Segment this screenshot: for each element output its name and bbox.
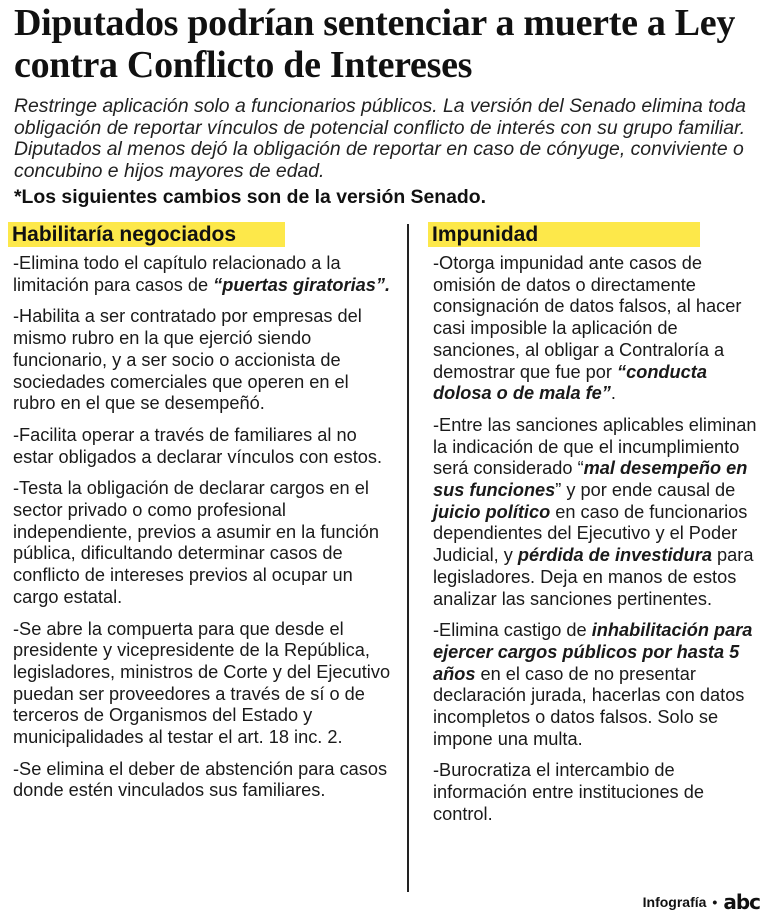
item-emphasis: juicio político [433, 501, 551, 522]
right-item-2 [433, 415, 765, 610]
item-emphasis: inhabilitación para ejercer cargos públicos por hasta 5 años [433, 620, 753, 684]
item-text: -Entre las sanciones aplicables eliminan la indicación de que el incumplimiento será considerado “ [433, 414, 757, 479]
abc-logo-icon: abc [723, 890, 760, 914]
item-text: en el caso de no presentar declaración jurada, hacerlas con datos incompletos o datos falsos. Solo se impone una multa. [433, 663, 745, 749]
left-column [13, 253, 395, 812]
left-item-1 [13, 253, 395, 296]
item-text: -Elimina todo el capítulo relacionado a la limitación para casos de [13, 253, 341, 295]
item-text: en caso de funcionarios dependientes del Ejecutivo y el Poder Judicial, y [433, 501, 748, 566]
item-text: -Se elimina el deber de abstención para casos donde estén vinculados sus familiares. [13, 758, 388, 801]
item-text: -Se abre la compuerta para que desde el presidente y vicepresidente de la República, legisladores, ministros de Corte y del Ejecutivo puedan ser proveedores a través de sí o de terceros de Organismos del Estado y municipalidades al testar el art. 18 inc. 2. [13, 618, 391, 748]
footer-label: Infografía [642, 894, 707, 910]
footer-credit [643, 891, 760, 913]
item-text: -Burocratiza el intercambio de información entre instituciones de control. [433, 760, 704, 824]
item-emphasis: “puertas giratorias”. [213, 274, 391, 295]
item-text: ” y por ende causal de [555, 480, 736, 501]
left-item-5 [13, 619, 395, 749]
left-item-6 [13, 759, 395, 802]
item-text: para legisladores. Deja en manos de estos analizar las sanciones pertinentes. [433, 545, 754, 609]
left-item-2 [13, 306, 395, 415]
section-title-habilitaria: Habilitaría negociados [8, 222, 285, 247]
item-text: -Habilita a ser contratado por empresas del mismo rubro en la que ejerció siendo funcionario, y a ser socio o accionista de sociedades comerciales que operen en el rubro en el que se desempeñó. [13, 306, 362, 414]
section-title-impunidad: Impunidad [428, 222, 700, 247]
item-text: -Elimina castigo de [433, 620, 592, 641]
right-item-3 [433, 620, 765, 750]
lede: Restringe aplicación solo a funcionarios públicos. La versión del Senado elimina toda obligación de reportar vínculos de potencial conflicto de interés con su grupo familiar. Diputados al menos dejó la obligación de reportar en caso de cónyuge, conviviente o concubino e hijos mayores de edad. [14, 95, 746, 182]
right-item-1 [433, 253, 765, 405]
left-item-4 [13, 478, 395, 608]
item-text: . [610, 383, 616, 404]
footer-bullet: • [712, 894, 718, 910]
left-item-3 [13, 425, 395, 468]
item-text: -Otorga impunidad ante casos de omisión de datos o directamente consignación de datos falsos, al hacer casi imposible la aplicación de sanciones, al obligar a Contraloría a demostrar que fue por [433, 253, 742, 382]
headline: Diputados podrían sentenciar a muerte a Ley contra Conflicto de Intereses [14, 2, 736, 86]
item-text: -Facilita operar a través de familiares al no estar obligados a declarar vínculos con estos. [13, 424, 383, 467]
version-note: *Los siguientes cambios son de la versión Senado. [14, 186, 486, 208]
right-column [433, 253, 765, 836]
item-emphasis: pérdida de investidura [517, 545, 712, 566]
item-emphasis: “conducta dolosa o de mala fe” [433, 361, 707, 404]
item-emphasis: mal desempeño en sus funciones [433, 458, 748, 501]
column-divider [407, 224, 409, 892]
item-text: -Testa la obligación de declarar cargos en el sector privado o como profesional independiente, previos a asumir en la función pública, dificultando determinar casos de conflicto de intereses previos al ocupar un cargo estatal. [13, 478, 380, 607]
right-item-4 [433, 760, 765, 825]
